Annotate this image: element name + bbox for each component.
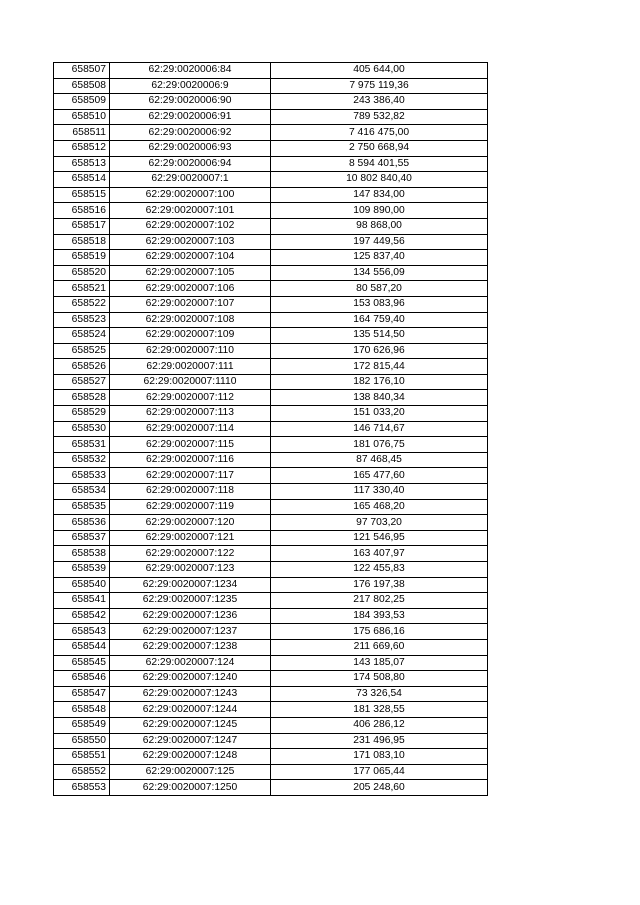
row-number-cell: 658528 xyxy=(54,390,110,406)
table-row xyxy=(54,421,488,437)
table-row xyxy=(54,437,488,453)
cadastral-value-cell: 109 890,00 xyxy=(271,203,488,219)
cadastral-number-cell: 62:29:0020007:116 xyxy=(110,452,271,468)
cadastral-number-cell: 62:29:0020007:105 xyxy=(110,265,271,281)
cadastral-number-cell: 62:29:0020007:107 xyxy=(110,296,271,312)
row-number-cell: 658514 xyxy=(54,172,110,188)
cadastral-value-cell: 163 407,97 xyxy=(271,546,488,562)
cadastral-number-cell: 62:29:0020007:1245 xyxy=(110,717,271,733)
cadastral-number-cell: 62:29:0020007:1250 xyxy=(110,780,271,796)
cadastral-value-cell: 174 508,80 xyxy=(271,671,488,687)
row-number-cell: 658545 xyxy=(54,655,110,671)
cadastral-value-cell: 117 330,40 xyxy=(271,484,488,500)
cadastral-number-cell: 62:29:0020007:104 xyxy=(110,250,271,266)
cadastral-value-cell: 211 669,60 xyxy=(271,639,488,655)
cadastral-number-cell: 62:29:0020007:124 xyxy=(110,655,271,671)
cadastral-value-cell: 176 197,38 xyxy=(271,577,488,593)
cadastral-number-cell: 62:29:0020007:108 xyxy=(110,312,271,328)
row-number-cell: 658526 xyxy=(54,359,110,375)
cadastral-value-cell: 153 083,96 xyxy=(271,296,488,312)
row-number-cell: 658523 xyxy=(54,312,110,328)
table-row xyxy=(54,468,488,484)
cadastral-number-cell: 62:29:0020007:121 xyxy=(110,530,271,546)
cadastral-number-cell: 62:29:0020007:112 xyxy=(110,390,271,406)
cadastral-number-cell: 62:29:0020007:123 xyxy=(110,562,271,578)
table-row xyxy=(54,671,488,687)
row-number-cell: 658544 xyxy=(54,639,110,655)
row-number-cell: 658522 xyxy=(54,296,110,312)
row-number-cell: 658550 xyxy=(54,733,110,749)
cadastral-value-cell: 165 477,60 xyxy=(271,468,488,484)
row-number-cell: 658518 xyxy=(54,234,110,250)
row-number-cell: 658551 xyxy=(54,749,110,765)
table-row xyxy=(54,577,488,593)
cadastral-value-cell: 138 840,34 xyxy=(271,390,488,406)
cadastral-number-cell: 62:29:0020006:90 xyxy=(110,94,271,110)
table-row xyxy=(54,172,488,188)
cadastral-value-cell: 171 083,10 xyxy=(271,749,488,765)
table-row xyxy=(54,312,488,328)
table-row xyxy=(54,655,488,671)
cadastral-value-cell: 151 033,20 xyxy=(271,406,488,422)
table-row xyxy=(54,296,488,312)
cadastral-number-cell: 62:29:0020007:106 xyxy=(110,281,271,297)
row-number-cell: 658535 xyxy=(54,499,110,515)
cadastral-value-cell: 243 386,40 xyxy=(271,94,488,110)
cadastral-value-cell: 147 834,00 xyxy=(271,187,488,203)
cadastral-value-cell: 177 065,44 xyxy=(271,764,488,780)
row-number-cell: 658520 xyxy=(54,265,110,281)
table-row xyxy=(54,639,488,655)
cadastral-value-cell: 125 837,40 xyxy=(271,250,488,266)
cadastral-value-cell: 122 455,83 xyxy=(271,562,488,578)
table-row xyxy=(54,593,488,609)
cadastral-number-cell: 62:29:0020006:91 xyxy=(110,109,271,125)
row-number-cell: 658553 xyxy=(54,780,110,796)
cadastral-value-cell: 146 714,67 xyxy=(271,421,488,437)
cadastral-value-cell: 184 393,53 xyxy=(271,608,488,624)
table-row xyxy=(54,265,488,281)
row-number-cell: 658516 xyxy=(54,203,110,219)
cadastral-value-cell: 789 532,82 xyxy=(271,109,488,125)
cadastral-number-cell: 62:29:0020007:1234 xyxy=(110,577,271,593)
cadastral-number-cell: 62:29:0020007:1247 xyxy=(110,733,271,749)
table-row xyxy=(54,203,488,219)
table-row xyxy=(54,140,488,156)
cadastral-value-cell: 2 750 668,94 xyxy=(271,140,488,156)
cadastral-number-cell: 62:29:0020007:114 xyxy=(110,421,271,437)
row-number-cell: 658513 xyxy=(54,156,110,172)
cadastral-number-cell: 62:29:0020007:125 xyxy=(110,764,271,780)
row-number-cell: 658541 xyxy=(54,593,110,609)
row-number-cell: 658531 xyxy=(54,437,110,453)
cadastral-value-cell: 197 449,56 xyxy=(271,234,488,250)
cadastral-number-cell: 62:29:0020007:1235 xyxy=(110,593,271,609)
row-number-cell: 658538 xyxy=(54,546,110,562)
cadastral-value-cell: 143 185,07 xyxy=(271,655,488,671)
cadastral-number-cell: 62:29:0020006:84 xyxy=(110,63,271,79)
row-number-cell: 658534 xyxy=(54,484,110,500)
table-row xyxy=(54,125,488,141)
cadastral-number-cell: 62:29:0020007:110 xyxy=(110,343,271,359)
cadastral-number-cell: 62:29:0020007:1110 xyxy=(110,374,271,390)
cadastral-value-cell: 7 416 475,00 xyxy=(271,125,488,141)
table-row xyxy=(54,63,488,79)
row-number-cell: 658509 xyxy=(54,94,110,110)
row-number-cell: 658539 xyxy=(54,562,110,578)
cadastral-value-cell: 181 328,55 xyxy=(271,702,488,718)
cadastral-value-cell: 98 868,00 xyxy=(271,218,488,234)
row-number-cell: 658508 xyxy=(54,78,110,94)
row-number-cell: 658515 xyxy=(54,187,110,203)
table-row xyxy=(54,78,488,94)
row-number-cell: 658525 xyxy=(54,343,110,359)
table-row xyxy=(54,234,488,250)
cadastral-number-cell: 62:29:0020007:111 xyxy=(110,359,271,375)
cadastral-value-cell: 121 546,95 xyxy=(271,530,488,546)
cadastral-number-cell: 62:29:0020007:1244 xyxy=(110,702,271,718)
cadastral-value-cell: 97 703,20 xyxy=(271,515,488,531)
cadastral-number-cell: 62:29:0020007:103 xyxy=(110,234,271,250)
table-row xyxy=(54,764,488,780)
table-row xyxy=(54,218,488,234)
table-row xyxy=(54,109,488,125)
cadastral-number-cell: 62:29:0020007:101 xyxy=(110,203,271,219)
cadastral-value-cell: 80 587,20 xyxy=(271,281,488,297)
table-row xyxy=(54,546,488,562)
table-row xyxy=(54,686,488,702)
cadastral-number-cell: 62:29:0020007:1243 xyxy=(110,686,271,702)
row-number-cell: 658547 xyxy=(54,686,110,702)
cadastral-value-cell: 170 626,96 xyxy=(271,343,488,359)
cadastral-number-cell: 62:29:0020007:122 xyxy=(110,546,271,562)
row-number-cell: 658549 xyxy=(54,717,110,733)
table-row xyxy=(54,187,488,203)
table-row xyxy=(54,562,488,578)
table-row xyxy=(54,530,488,546)
cadastral-value-table xyxy=(53,62,488,796)
cadastral-value-cell: 231 496,95 xyxy=(271,733,488,749)
table-row xyxy=(54,702,488,718)
cadastral-value-cell: 10 802 840,40 xyxy=(271,172,488,188)
row-number-cell: 658542 xyxy=(54,608,110,624)
cadastral-number-cell: 62:29:0020007:119 xyxy=(110,499,271,515)
table-row xyxy=(54,499,488,515)
table-row xyxy=(54,780,488,796)
cadastral-number-cell: 62:29:0020007:1236 xyxy=(110,608,271,624)
cadastral-number-cell: 62:29:0020007:1248 xyxy=(110,749,271,765)
row-number-cell: 658536 xyxy=(54,515,110,531)
row-number-cell: 658533 xyxy=(54,468,110,484)
row-number-cell: 658521 xyxy=(54,281,110,297)
cadastral-value-cell: 134 556,09 xyxy=(271,265,488,281)
cadastral-number-cell: 62:29:0020006:93 xyxy=(110,140,271,156)
table-row xyxy=(54,156,488,172)
table-row xyxy=(54,624,488,640)
table-row xyxy=(54,359,488,375)
cadastral-value-cell: 181 076,75 xyxy=(271,437,488,453)
table-row xyxy=(54,281,488,297)
row-number-cell: 658507 xyxy=(54,63,110,79)
cadastral-value-cell: 135 514,50 xyxy=(271,328,488,344)
cadastral-number-cell: 62:29:0020007:117 xyxy=(110,468,271,484)
cadastral-value-cell: 73 326,54 xyxy=(271,686,488,702)
cadastral-number-cell: 62:29:0020007:1237 xyxy=(110,624,271,640)
row-number-cell: 658527 xyxy=(54,374,110,390)
cadastral-value-cell: 8 594 401,55 xyxy=(271,156,488,172)
table-row xyxy=(54,515,488,531)
table-row xyxy=(54,733,488,749)
cadastral-value-cell: 405 644,00 xyxy=(271,63,488,79)
cadastral-number-cell: 62:29:0020007:118 xyxy=(110,484,271,500)
table-body xyxy=(54,63,488,796)
row-number-cell: 658530 xyxy=(54,421,110,437)
cadastral-number-cell: 62:29:0020007:1240 xyxy=(110,671,271,687)
cadastral-value-cell: 172 815,44 xyxy=(271,359,488,375)
cadastral-value-cell: 87 468,45 xyxy=(271,452,488,468)
table-row xyxy=(54,250,488,266)
cadastral-number-cell: 62:29:0020007:1238 xyxy=(110,639,271,655)
cadastral-number-cell: 62:29:0020007:102 xyxy=(110,218,271,234)
row-number-cell: 658537 xyxy=(54,530,110,546)
table-row xyxy=(54,608,488,624)
table-row xyxy=(54,749,488,765)
row-number-cell: 658540 xyxy=(54,577,110,593)
cadastral-value-cell: 175 686,16 xyxy=(271,624,488,640)
cadastral-value-cell: 165 468,20 xyxy=(271,499,488,515)
row-number-cell: 658519 xyxy=(54,250,110,266)
row-number-cell: 658532 xyxy=(54,452,110,468)
row-number-cell: 658510 xyxy=(54,109,110,125)
row-number-cell: 658524 xyxy=(54,328,110,344)
cadastral-number-cell: 62:29:0020006:9 xyxy=(110,78,271,94)
table-row xyxy=(54,94,488,110)
cadastral-value-cell: 205 248,60 xyxy=(271,780,488,796)
cadastral-number-cell: 62:29:0020007:109 xyxy=(110,328,271,344)
cadastral-number-cell: 62:29:0020007:100 xyxy=(110,187,271,203)
cadastral-number-cell: 62:29:0020007:1 xyxy=(110,172,271,188)
table-row xyxy=(54,452,488,468)
table-row xyxy=(54,406,488,422)
cadastral-number-cell: 62:29:0020006:94 xyxy=(110,156,271,172)
row-number-cell: 658517 xyxy=(54,218,110,234)
table-row xyxy=(54,484,488,500)
cadastral-value-cell: 217 802,25 xyxy=(271,593,488,609)
cadastral-value-cell: 164 759,40 xyxy=(271,312,488,328)
row-number-cell: 658546 xyxy=(54,671,110,687)
table-row xyxy=(54,717,488,733)
row-number-cell: 658543 xyxy=(54,624,110,640)
cadastral-value-cell: 406 286,12 xyxy=(271,717,488,733)
cadastral-number-cell: 62:29:0020006:92 xyxy=(110,125,271,141)
row-number-cell: 658511 xyxy=(54,125,110,141)
cadastral-number-cell: 62:29:0020007:115 xyxy=(110,437,271,453)
cadastral-value-cell: 7 975 119,36 xyxy=(271,78,488,94)
table-row xyxy=(54,390,488,406)
cadastral-value-cell: 182 176,10 xyxy=(271,374,488,390)
row-number-cell: 658512 xyxy=(54,140,110,156)
row-number-cell: 658548 xyxy=(54,702,110,718)
table-row xyxy=(54,374,488,390)
row-number-cell: 658552 xyxy=(54,764,110,780)
table-row xyxy=(54,328,488,344)
cadastral-number-cell: 62:29:0020007:113 xyxy=(110,406,271,422)
table-row xyxy=(54,343,488,359)
row-number-cell: 658529 xyxy=(54,406,110,422)
cadastral-number-cell: 62:29:0020007:120 xyxy=(110,515,271,531)
